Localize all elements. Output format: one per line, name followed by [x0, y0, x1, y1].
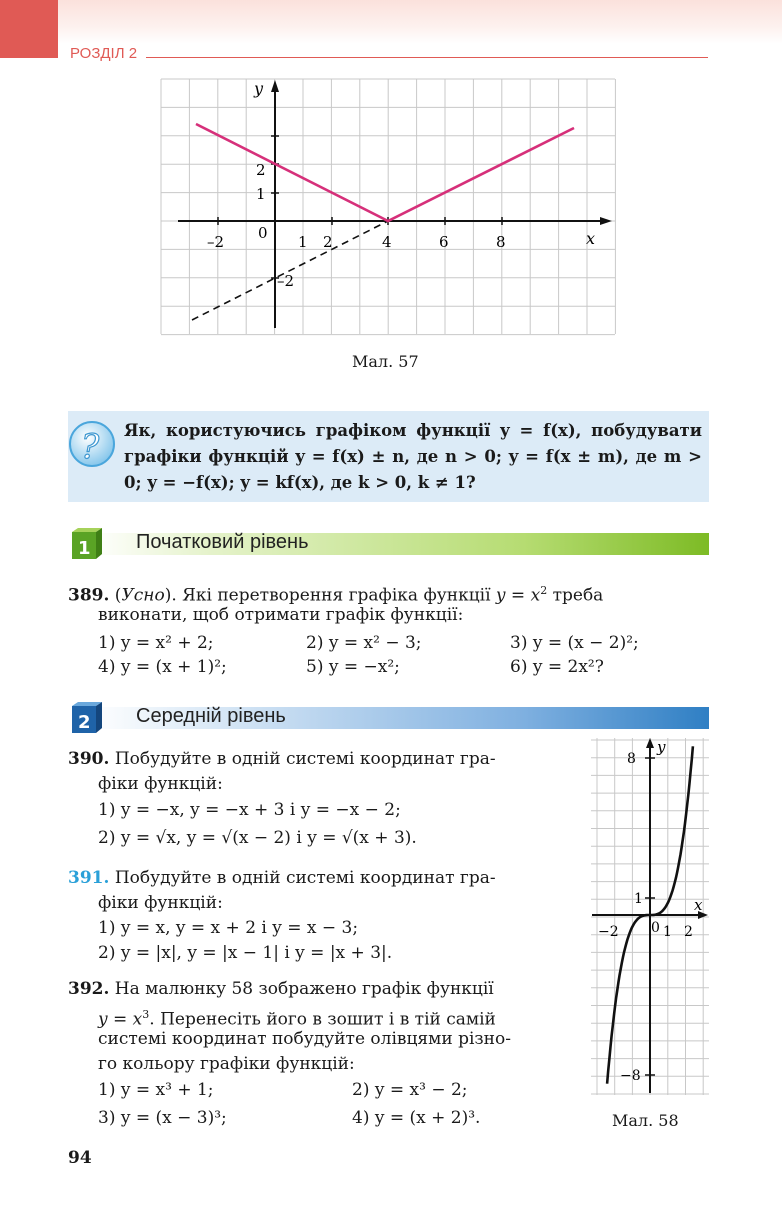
level-2-cube-icon: [66, 700, 106, 736]
svg-text:2: 2: [78, 712, 91, 733]
initial-level-title: Початковий рівень: [136, 531, 309, 553]
y-tick-label: –2: [277, 272, 295, 290]
exercise-392-text-2: $y = x^3$. Перенесіть його в зошит і в тій самій: [98, 1008, 496, 1030]
exercise-391-option: 1) y = x, y = x + 2 і y = x − 3;: [98, 918, 359, 938]
origin-label: 0: [258, 224, 268, 242]
x-axis-arrow-icon: [600, 217, 612, 225]
page-number: 94: [68, 1148, 92, 1168]
exercise-392-option: 1) y = x³ + 1;: [98, 1080, 214, 1100]
x-tick-label: 1: [298, 233, 308, 251]
y-axis-label: y: [254, 79, 264, 98]
exercise-392-option: 4) y = (x + 2)³.: [352, 1108, 481, 1128]
exercise-390-option: 2) y = √x, y = √(x − 2) і y = √(x + 3).: [98, 828, 417, 848]
exercise-389-option: 5) y = −x²;: [306, 657, 400, 677]
exercise-390-text: 390. Побудуйте в одній системі координат гра-: [68, 749, 496, 769]
svg-text:1: 1: [78, 538, 91, 559]
exercise-390-text-2: фіки функцій:: [98, 774, 223, 794]
abs-graph-line: [196, 124, 574, 221]
figure-57-caption: Мал. 57: [352, 352, 419, 371]
svg-text:?: ?: [81, 427, 100, 467]
x-tick-label: 1: [663, 924, 672, 940]
y-tick-label: 2: [256, 161, 266, 179]
y-tick-label: 8: [627, 751, 636, 767]
page-header-band: [0, 0, 782, 44]
exercise-389-text-2: виконати, щоб отримати графік функції:: [98, 605, 464, 625]
chapter-tab: [0, 0, 58, 58]
exercise-392-option: 2) y = x³ − 2;: [352, 1080, 468, 1100]
x-tick-label: –2: [207, 233, 225, 251]
exercise-391-text-2: фіки функцій:: [98, 893, 223, 913]
exercise-392-text: 392. На малюнку 58 зображено графік функції: [68, 979, 494, 999]
y-tick-label: −8: [620, 1068, 641, 1084]
x-tick-label: 8: [496, 233, 506, 251]
exercise-389-option: 1) y = x² + 2;: [98, 633, 214, 653]
x-tick-label: 4: [382, 233, 392, 251]
x-axis-label: x: [586, 229, 596, 248]
header-rule: [146, 57, 708, 58]
exercise-389-option: 2) y = x² − 3;: [306, 633, 422, 653]
figure-58-caption: Мал. 58: [612, 1111, 679, 1130]
x-tick-label: −2: [598, 924, 619, 940]
exercise-392-text-4: го кольору графіки функцій:: [98, 1054, 355, 1074]
x-tick-label: 6: [439, 233, 449, 251]
y-axis-arrow-icon: [271, 80, 279, 92]
x-tick-label: 2: [323, 233, 333, 251]
question-mark-icon: [68, 418, 118, 470]
y-tick-label: 1: [634, 891, 643, 907]
y-tick-label: 1: [256, 185, 266, 203]
exercise-392-text-3: системі координат побудуйте олівцями різно-: [98, 1029, 511, 1049]
exercise-389-option: 6) y = 2x²?: [510, 657, 604, 677]
middle-level-title: Середній рівень: [136, 705, 286, 727]
exercise-390-option: 1) y = −x, y = −x + 3 і y = −x − 2;: [98, 800, 401, 820]
x-tick-label: 2: [684, 924, 693, 940]
y-axis-label: y: [657, 738, 666, 756]
exercise-391-text: 391. Побудуйте в одній системі координат гра-: [68, 868, 496, 888]
exercise-391-option: 2) y = |x|, y = |x − 1| і y = |x + 3|.: [98, 943, 393, 963]
exercise-389-text: 389. (Усно). Які перетворення графіка функції $y = x^2$ треба: [68, 584, 604, 606]
level-1-cube-icon: [66, 526, 106, 562]
exercise-389-option: 3) y = (x − 2)²;: [510, 633, 639, 653]
question-text: Як, користуючись графіком функції y = f(x), побудувати графіки функцій y = f(x) ± n, де n > 0; y = f(x ± m), де m > 0; y = −f(x); y = kf(x), де k > 0, k ≠ 1?: [124, 421, 702, 492]
figure-57-graph: [160, 78, 616, 336]
figure-58-graph: [590, 738, 710, 1096]
section-label: РОЗДІЛ 2: [70, 45, 138, 62]
exercise-389-option: 4) y = (x + 1)²;: [98, 657, 227, 677]
x-axis-label: x: [694, 896, 703, 914]
exercise-392-option: 3) y = (x − 3)³;: [98, 1108, 227, 1128]
origin-label: 0: [651, 920, 660, 936]
